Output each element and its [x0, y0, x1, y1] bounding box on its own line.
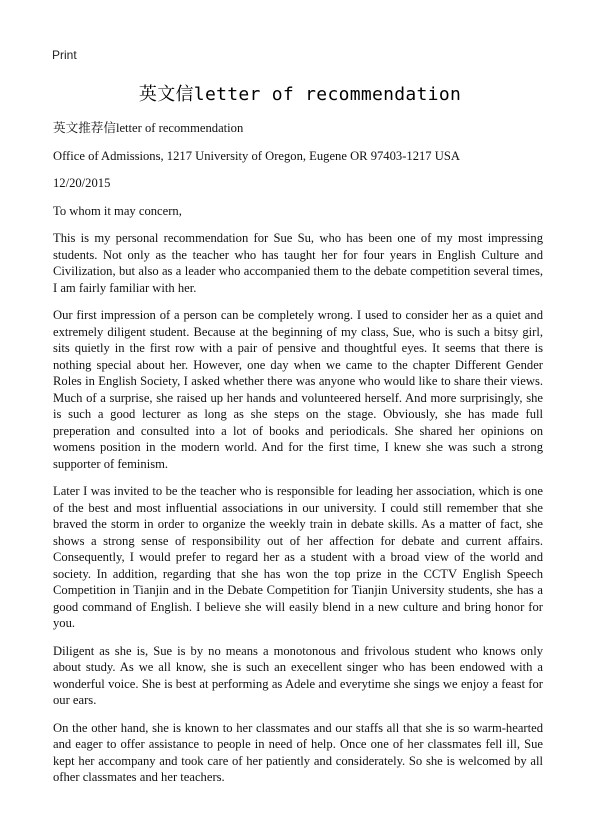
paragraph-2: Our first impression of a person can be completely wrong. I used to consider her as a quiet and extremely diligent student. Because at the beginning of my class, Sue, who is such a bitsy girl, sits quietly in the first row with a pair of pensive and thoughtful eyes. It seems that there is nothing special about her. However, one day when we came to the chapter Different Gender Roles in English Society, I asked whether there was anyone who would like to share their views. Much of a surprise, she raised up her hands and volunteered herself. And more surprisingly, she is such a good lecturer as long as she steps on the stage. Obviously, she has made full preperation and consulted into a lot of books and periodicals. She shared her opinions on womens position in the modern world. And for the first time, I knew she was such a strong supporter of feminism. [53, 308, 543, 471]
paragraph-4: Diligent as she is, Sue is by no means a monotonous and frivolous student who knows only about study. As we all know, she is such an execellent singer who has been endowed with a wonderful voice. She is best at performing as Adele and everytime she sings we enjoy a feast for our ears. [53, 643, 543, 707]
paragraph-3: Later I was invited to be the teacher who is responsible for leading her association, which is one of the best and most influential associations in our university. I could still remember that she braved the storm in order to organize the weekly train in debate skills. As a matter of fact, she shows a strong sense of responsibility out of her affection for debate and current affairs. Consequently, I would prefer to regard her as a student with a broad view of the world and society. In addition, regarding that she has won the top prize in the CCTV English Speech Competition in Tianjin and in the Debate Competition for Tianjin University students, she has a good command of English. I believe she will easily blend in a new culture and bring honor for you. [53, 484, 543, 630]
paragraph-5: On the other hand, she is known to her classmates and our staffs all that she is so warm-hearted and eager to offer assistance to people in need of help. Once one of her classmates fell ill, Sue kept her accompany and took care of her patiently and considerately. So she is welcomed by all ofher classmates and her teachers. [53, 720, 543, 784]
page-title: 英文信letter of recommendation [138, 84, 462, 105]
salutation: To whom it may concern, [53, 203, 182, 218]
letter-date: 12/20/2015 [53, 176, 111, 190]
paragraph-1: This is my personal recommendation for Sue Su, who has been one of my most impressing students. Not only as the teacher who has taught her for four years in English Culture and Civilization, but also as a leader who accompanied them to the debate competition several times, I am fairly familiar with her. [53, 231, 543, 295]
letter-subtitle: 英文推荐信letter of recommendation [53, 121, 244, 135]
letter-body [53, 120, 543, 797]
recipient-address: Office of Admissions, 1217 University of Oregon, Eugene OR 97403-1217 USA [53, 148, 460, 163]
print-label: Print [52, 48, 77, 62]
